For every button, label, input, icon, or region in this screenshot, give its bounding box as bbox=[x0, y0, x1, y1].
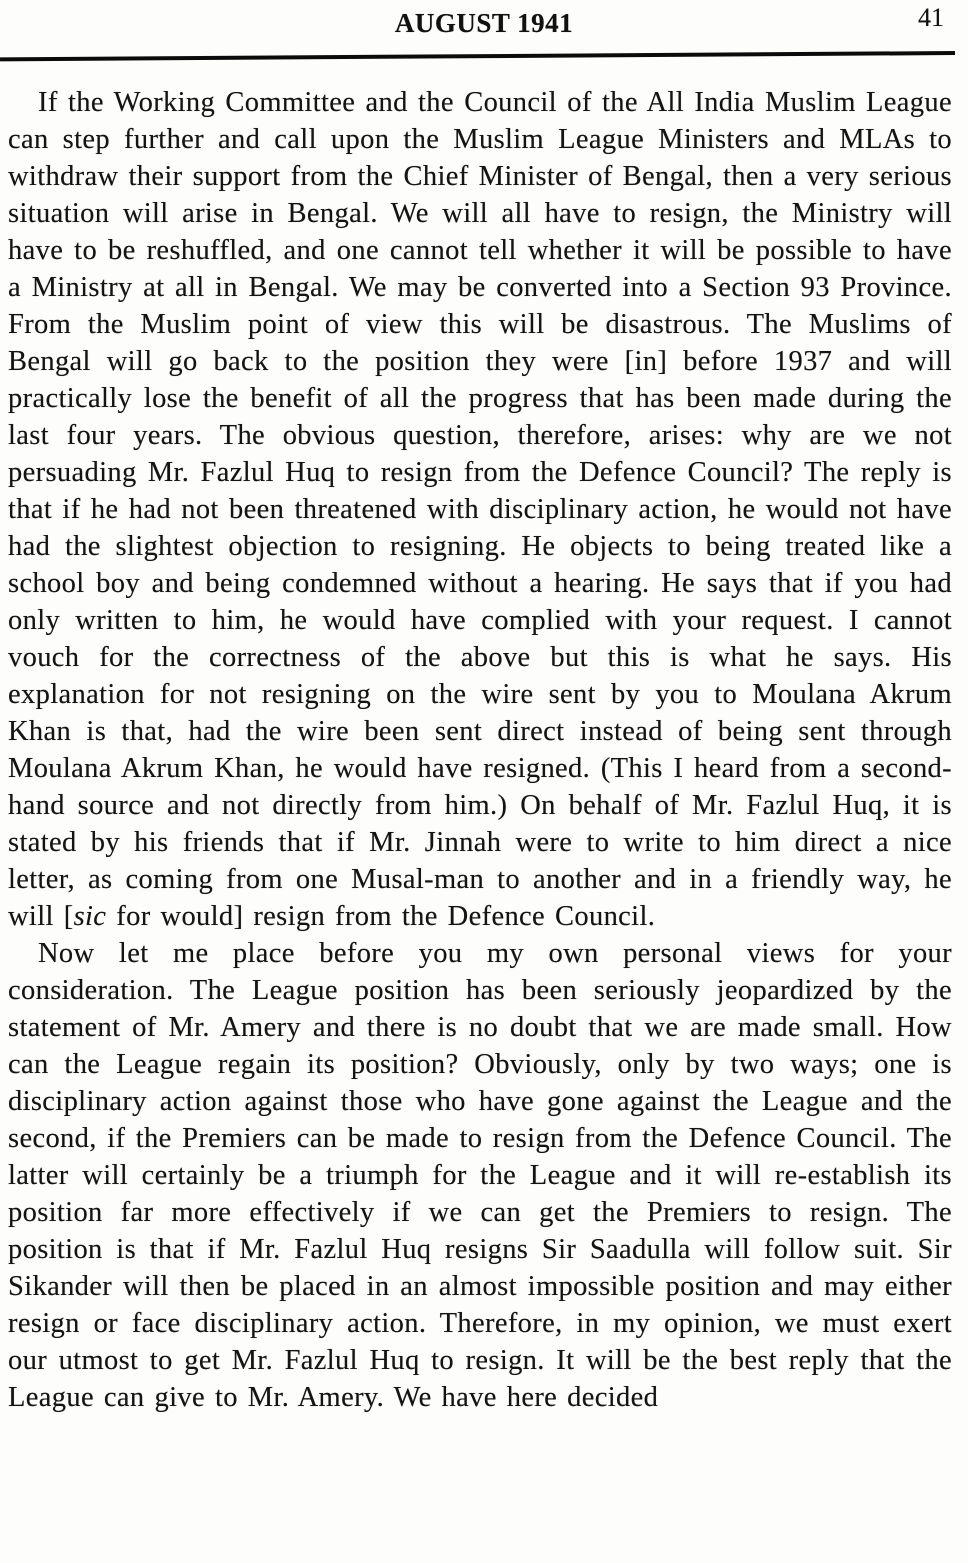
paragraph-1 bbox=[8, 84, 952, 935]
sic-italic: sic bbox=[73, 901, 107, 932]
paragraph-2-text: Now let me place before you my own personal views for your consideration. The League position has been seriously jeopardized by the statement of Mr. Amery and there is no doubt that we are made small. How can the League regain its position? Obviously, only by two ways; one is disciplinary action against those who have gone against the League and the second, if the Premiers can be made to resign from the Defence Council. The latter will certainly be a triumph for the League and it will re-establish its position far more effectively if we can get the Premiers to resign. The position is that if Mr. Fazlul Huq resigns Sir Saadulla will follow suit. Sir Sikander will then be placed in an almost impossible position and may either resign or face disciplinary action. Therefore, in my opinion, we must exert our utmost to get Mr. Fazlul Huq to resign. It will be the best reply that the League can give to Mr. Amery. We have here decided bbox=[8, 938, 952, 1413]
paragraph-1-text-tail: for would] resign from the Defence Council. bbox=[106, 901, 656, 932]
page-body bbox=[0, 84, 968, 1416]
page-number: 41 bbox=[918, 3, 944, 32]
paragraph-2 bbox=[8, 935, 952, 1416]
header-rule bbox=[0, 51, 955, 61]
page-header bbox=[0, 0, 968, 46]
running-head-title: AUGUST 1941 bbox=[394, 8, 574, 38]
paragraph-1-text-lead: If the Working Committee and the Council of the All India Muslim League can step further and call upon the Muslim League Ministers and MLAs to withdraw their support from the Chief Minister of Bengal, then a very serious situation will arise in Bengal. We will all have to resign, the Ministry will have to be reshuffled, and one cannot tell whether it will be possible to have a Ministry at all in Bengal. We may be converted into a Section 93 Province. From the Muslim point of view this will be disastrous. The Muslims of Bengal will go back to the position they were [in] before 1937 and will practically lose the benefit of all the progress that has been made during the last four years. The obvious question, therefore, arises: why are we not persuading Mr. Fazlul Huq to resign from the Defence Council? The reply is that if he had not been threatened with disciplinary action, he would not have had the slightest objection to resigning. He objects to being treated like a school boy and being condemned without a hearing. He says that if you had only written to him, he would have complied with your request. I cannot vouch for the correctness of the above but this is what he says. His explanation for not resigning on the wire sent by you to Moulana Akrum Khan is that, had the wire been sent direct instead of being sent through Moulana Akrum Khan, he would have resigned. (This I heard from a second-hand source and not directly from him.) On behalf of Mr. Fazlul Huq, it is stated by his friends that if Mr. Jinnah were to write to him direct a nice letter, as coming from one Musal-man to another and in a friendly way, he will [ bbox=[8, 87, 952, 932]
